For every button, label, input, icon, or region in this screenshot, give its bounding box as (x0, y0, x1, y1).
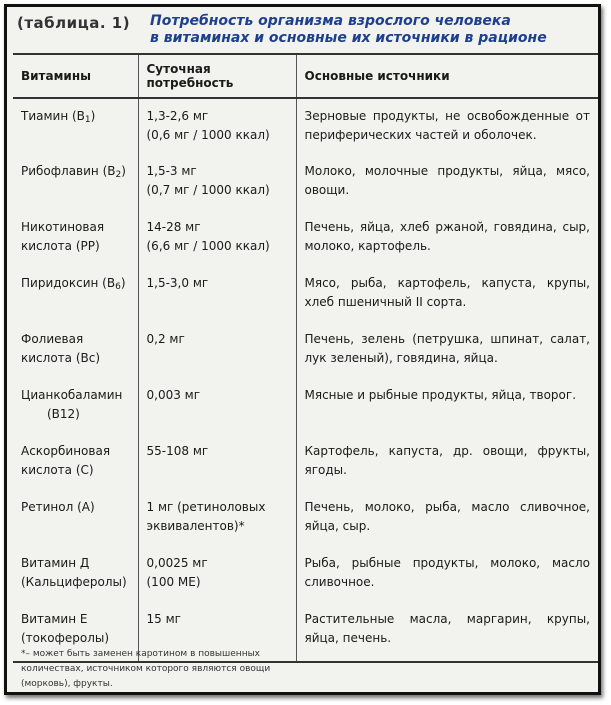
sources: Печень, молоко, рыба, масло сливочное, яйца, сыр. (296, 490, 598, 546)
vitamin-name: Цианкобаламин (В12) (21, 388, 123, 421)
vitamin-name: Пиридоксин $(В_6)$ (21, 276, 126, 292)
footnote-line-2: количествах, источником которого являются овощи (21, 664, 271, 674)
sources: Печень, зелень (петрушка, шпинат, салат, лук зеленый), говядина, яйца. (296, 322, 598, 378)
table-row (13, 322, 598, 378)
table-header-row (13, 54, 598, 98)
table-row (13, 490, 598, 546)
header-daily-need: Суточная потребность (138, 54, 296, 98)
table-row (13, 98, 598, 154)
daily-need: 0,0025 мг (100 МЕ) (138, 546, 296, 602)
daily-need: 1,3-2,6 мг (0,6 мг / 1000 ккал) (138, 98, 296, 154)
table-row (13, 154, 598, 210)
vitamin-name: Рибофлавин $(В_2)$ (21, 164, 126, 180)
header-sources: Основные источники (296, 54, 598, 98)
table-row (13, 210, 598, 266)
footnote (21, 647, 341, 692)
vitamin-name: Аскорбиновая кислота (С) (21, 444, 111, 477)
page-frame (4, 4, 601, 695)
vitamin-name: Ретинол (А) (21, 500, 95, 514)
footnote-line-1: *– может быть заменен каротином в повышенных (21, 649, 261, 659)
sources: Печень, яйца, хлеб ржаной, говядина, сыр, молоко, картофель. (296, 210, 598, 266)
sources: Зерновые продукты, не освобожденные от периферических частей и оболочек. (296, 98, 598, 154)
table-number-label: (таблица. 1) (17, 14, 131, 32)
vitamin-name: Витамин Д (Кальциферолы) (21, 556, 127, 589)
table-row (13, 378, 598, 434)
sources: Рыба, рыбные продукты, молоко, масло сливочное. (296, 546, 598, 602)
table-row (13, 434, 598, 490)
table-title-line-1: Потребность организма взрослого человека (150, 13, 511, 29)
daily-need: 14-28 мг (6,6 мг / 1000 ккал) (138, 210, 296, 266)
footnote-line-3: (морковь), фрукты. (21, 679, 113, 689)
sources: Картофель, капуста, др. овощи, фрукты, ягоды. (296, 434, 598, 490)
vitamin-name: Витамин Е (токоферолы) (13, 602, 138, 662)
sources: Растительные масла, маргарин, крупы, яйца, печень. (296, 602, 598, 662)
daily-need: 15 мг (138, 602, 296, 662)
daily-need: 0,003 мг (138, 378, 296, 434)
table-title-line-2: в витаминах и основные их источники в рационе (150, 30, 547, 46)
vitamins-table (13, 53, 598, 663)
table-title (150, 13, 590, 47)
sources: Молоко, молочные продукты, яйца, мясо, овощи. (296, 154, 598, 210)
sources: Мясные и рыбные продукты, яйца, творог. (296, 378, 598, 434)
daily-need: 1,5-3 мг (0,7 мг / 1000 ккал) (138, 154, 296, 210)
header-vitamins: Витамины (13, 54, 138, 98)
daily-need: 1 мг (ретиноловых эквивалентов)* (138, 490, 296, 546)
daily-need: 55-108 мг (138, 434, 296, 490)
vitamin-name: Тиамин $(В_1)$ (21, 109, 96, 125)
daily-need: 1,5-3,0 мг (138, 266, 296, 322)
table-row (13, 546, 598, 602)
vitamin-name: Никотиновая кислота (РР) (21, 220, 105, 253)
table-row (13, 266, 598, 322)
vitamin-name: Фолиевая кислота (Вс) (21, 332, 101, 365)
table-caption (13, 13, 598, 49)
daily-need: 0,2 мг (138, 322, 296, 378)
sources: Мясо, рыба, картофель, капуста, крупы, хлеб пшеничный II сорта. (296, 266, 598, 322)
